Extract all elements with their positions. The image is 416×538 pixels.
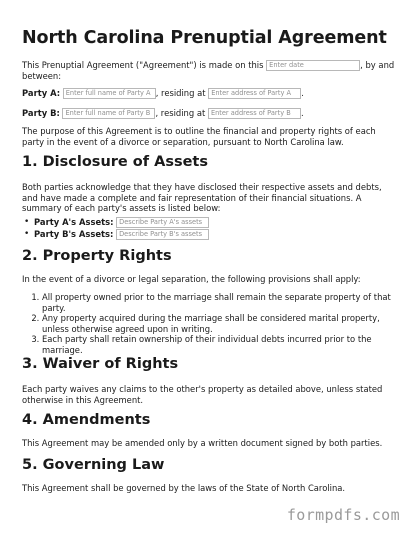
period: . xyxy=(301,88,304,98)
residing-text: , residing at xyxy=(155,88,206,98)
party-a-address-field[interactable]: Enter address of Party A xyxy=(208,88,301,99)
section-3-text: Each party waives any claims to the other's property as detailed above, unless stated otherwise in this Agreement. xyxy=(22,384,383,405)
section-1-text: Both parties acknowledge that they have disclosed their respective assets and debts, and have made a complete and fair representation of their financial situations. A summary of each party's assets is listed below: xyxy=(22,182,382,213)
party-b-assets-label: Party B's Assets: xyxy=(34,229,114,239)
intro-text-end: , by and between: xyxy=(22,60,395,81)
intro-text: This Prenuptial Agreement ("Agreement") is made on this xyxy=(22,60,264,70)
assets-list xyxy=(22,216,209,240)
page-title: North Carolina Prenuptial Agreement xyxy=(22,28,387,48)
party-a-label: Party A: xyxy=(22,88,61,98)
section-3-heading: 3. Waiver of Rights xyxy=(22,356,179,372)
intro-paragraph xyxy=(22,60,398,82)
section-2-text: In the event of a divorce or legal separation, the following provisions shall apply: xyxy=(22,274,361,284)
party-b-label: Party B: xyxy=(22,108,60,118)
period: . xyxy=(300,108,304,118)
section-5-heading: 5. Governing Law xyxy=(22,457,165,473)
section-5-text: This Agreement shall be governed by the laws of the State of North Carolina. xyxy=(22,483,346,493)
watermark: formpdfs.com xyxy=(286,506,400,524)
section-2-heading: 2. Property Rights xyxy=(22,248,172,264)
list-item: 2. Any property acquired during the marriage shall be considered marital property, unless otherwise agreed upon in writing. xyxy=(42,313,400,334)
property-rights-list xyxy=(22,292,400,355)
party-a-assets-field[interactable]: Describe Party A's assets xyxy=(116,217,209,228)
date-field[interactable]: Enter date xyxy=(266,60,360,71)
list-item xyxy=(34,216,209,228)
party-b-assets-field[interactable]: Describe Party B's assets xyxy=(116,229,209,240)
party-b-name-field[interactable]: Enter full name of Party B xyxy=(62,108,155,119)
list-item: 3. Each party shall retain ownership of their individual debts incurred prior to the marriage. xyxy=(42,334,400,355)
section-4-text: This Agreement may be amended only by a written document signed by both parties. xyxy=(22,438,383,448)
residing-text: , residing at xyxy=(155,108,206,118)
party-a-assets-label: Party A's Assets: xyxy=(34,217,114,227)
section-4-heading: 4. Amendments xyxy=(22,412,151,428)
party-b-line xyxy=(22,108,398,119)
purpose-paragraph: The purpose of this Agreement is to outline the financial and property rights of each party in the event of a divorce or separation, pursuant to North Carolina law. xyxy=(22,126,376,147)
section-1-heading: 1. Disclosure of Assets xyxy=(22,154,208,170)
party-a-line xyxy=(22,88,398,99)
party-a-name-field[interactable]: Enter full name of Party A xyxy=(63,88,156,99)
list-item xyxy=(34,228,209,240)
list-item: 1. All property owned prior to the marriage shall remain the separate property of that party. xyxy=(42,292,400,313)
party-b-address-field[interactable]: Enter address of Party B xyxy=(208,108,301,119)
